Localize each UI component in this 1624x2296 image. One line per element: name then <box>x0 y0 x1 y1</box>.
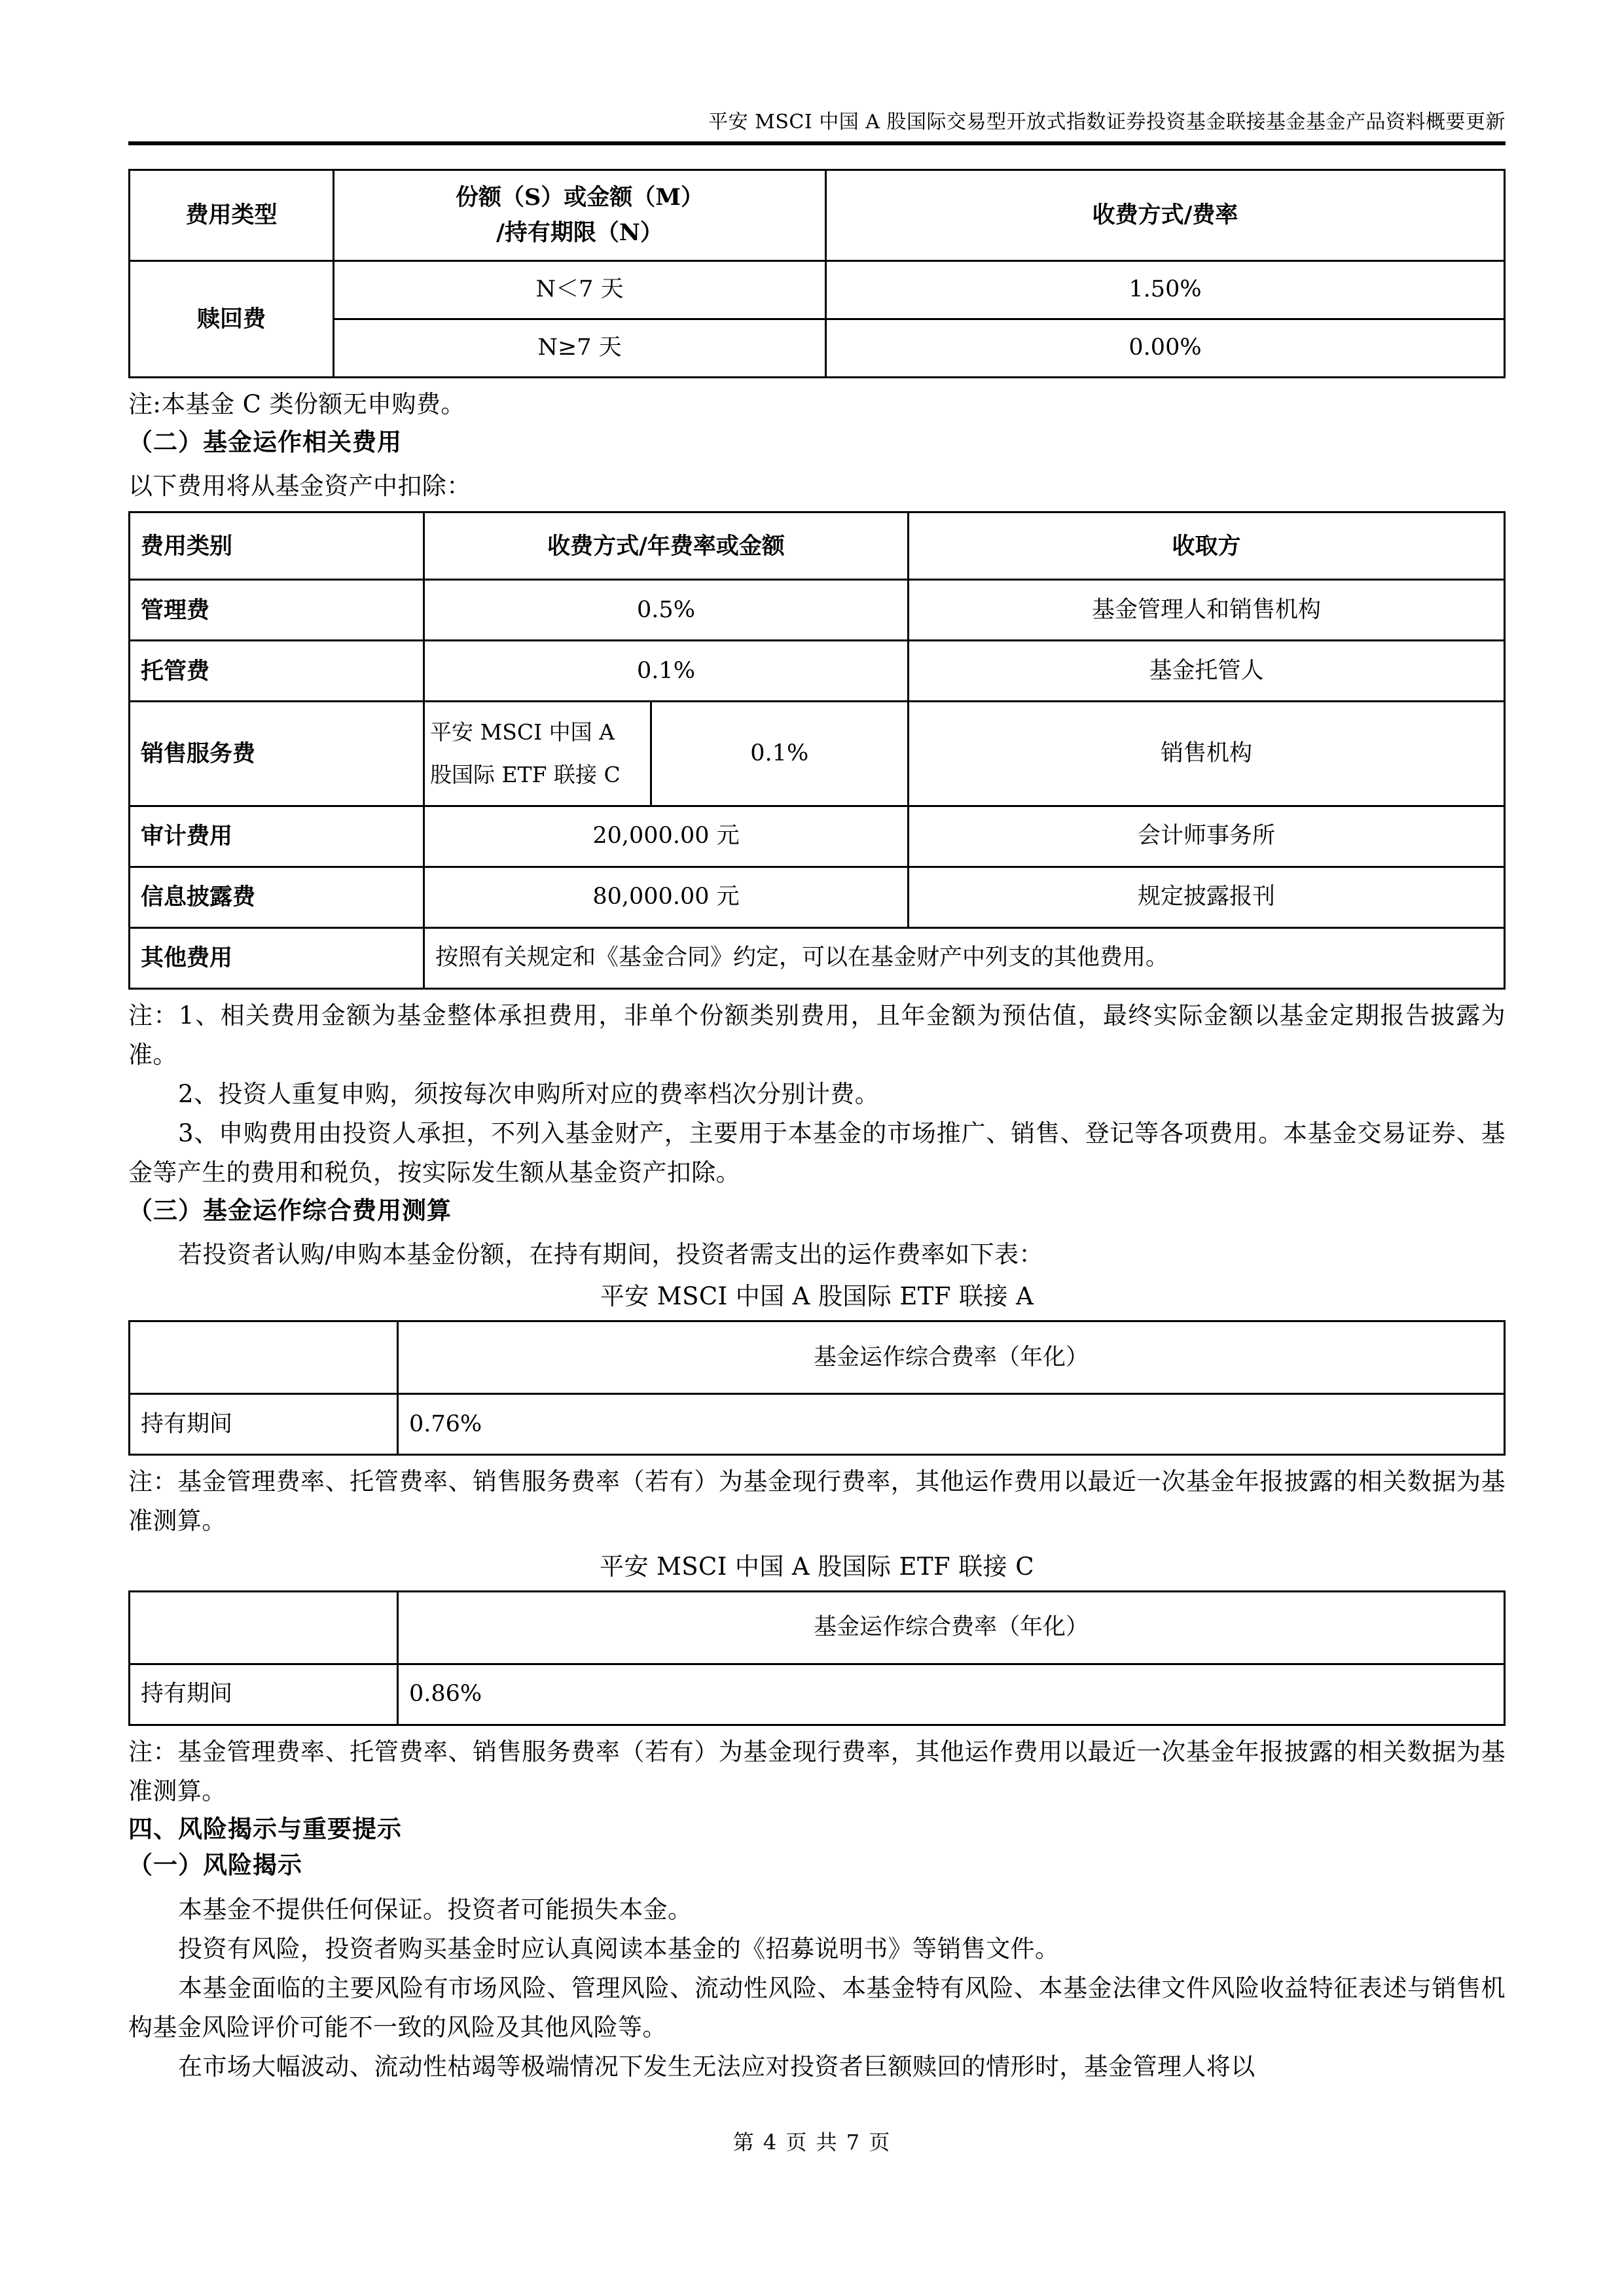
risk-paragraph-4: 在市场大幅波动、流动性枯竭等极端情况下发生无法应对投资者巨额赎回的情形时，基金管理人将以 <box>178 2052 1255 2081</box>
page-number: 第 4 页 共 7 页 <box>732 2130 892 2155</box>
comprehensive-fee-note-c: 注：基金管理费率、托管费率、销售服务费率（若有）为基金现行费率，其他运作费用以最近一次基金年报披露的相关数据为基准测算。 <box>128 1737 1506 1805</box>
comprehensive-table-caption-c: 平安 MSCI 中国 A 股国际 ETF 联接 C <box>600 1552 1034 1581</box>
comprehensive-table-caption-a: 平安 MSCI 中国 A 股国际 ETF 联接 A <box>600 1282 1034 1311</box>
table-row <box>130 261 1505 319</box>
operation-fee-table <box>128 511 1506 990</box>
redemption-fee-table <box>128 169 1506 379</box>
cell-fee-category: 托管费 <box>130 641 424 702</box>
header-payee: 收取方 <box>909 512 1505 580</box>
cell-holding-period-c: 持有期间 <box>130 1664 398 1725</box>
cell-rate: 0.00% <box>826 319 1505 378</box>
section-2-heading: （二）基金运作相关费用 <box>128 427 402 456</box>
note-no-subscription-fee: 注:本基金 C 类份额无申购费。 <box>128 390 465 418</box>
row-label-redemption-fee: 赎回费 <box>130 261 334 378</box>
cell-rate: 1.50% <box>826 261 1505 319</box>
cell-fee-category: 管理费 <box>130 580 424 641</box>
cell-fee-category: 审计费用 <box>130 806 424 867</box>
table-row <box>130 1394 1505 1455</box>
share-class-line-2: 股国际 ETF 联接 C <box>430 761 621 787</box>
header-share-or-amount <box>334 170 826 261</box>
table-header-row <box>130 512 1505 580</box>
cell-fee-category: 其他费用 <box>130 928 424 989</box>
section-2-intro: 以下费用将从基金资产中扣除： <box>128 472 471 501</box>
page-content <box>128 0 1506 2087</box>
cell-fee-amount: 0.5% <box>424 580 909 641</box>
cell-comprehensive-rate-value-c: 0.86% <box>398 1664 1505 1725</box>
operation-fee-note-1: 注：1、相关费用金额为基金整体承担费用，非单个份额类别费用，且年金额为预估值，最终实际金额以基金定期报告披露为准。 <box>128 1001 1506 1069</box>
page-footer <box>0 2126 1624 2156</box>
section-3-intro: 若投资者认购/申购本基金份额，在持有期间，投资者需支出的运作费率如下表： <box>178 1240 1043 1269</box>
header-comprehensive-rate-c: 基金运作综合费率（年化） <box>398 1591 1505 1664</box>
header-fee-method-or-amount: 收费方式/年费率或金额 <box>424 512 909 580</box>
cell-payee: 基金管理人和销售机构 <box>909 580 1505 641</box>
cell-sales-service-rate: 0.1% <box>750 740 809 767</box>
table-row <box>130 580 1505 641</box>
header-divider <box>128 141 1506 145</box>
header-title: 平安 MSCI 中国 A 股国际交易型开放式指数证券投资基金联接基金基金产品资料概要更新 <box>708 111 1506 134</box>
cell-condition: N＜7 天 <box>334 261 826 319</box>
header-fee-type: 费用类型 <box>130 170 334 261</box>
table-header-row <box>130 170 1505 261</box>
share-class-line-1: 平安 MSCI 中国 A <box>430 719 615 745</box>
operation-fee-note-2: 2、投资人重复申购，须按每次申购所对应的费率档次分别计费。 <box>178 1079 880 1108</box>
cell-holding-period-a: 持有期间 <box>130 1394 398 1455</box>
table-row <box>130 1664 1505 1725</box>
section-4-sub-heading: （一）风险揭示 <box>128 1850 302 1880</box>
operation-fee-note-3: 3、申购费用由投资人承担，不列入基金财产，主要用于本基金的市场推广、销售、登记等各项费用。本基金交易证券、基金等产生的费用和税负，按实际发生额从基金资产扣除。 <box>128 1119 1506 1187</box>
header-fee-method: 收费方式/费率 <box>826 170 1505 261</box>
comprehensive-fee-table-c <box>128 1590 1506 1726</box>
cell-fee-amount: 0.1% <box>424 641 909 702</box>
risk-paragraph-2: 投资有风险，投资者购买基金时应认真阅读本基金的《招募说明书》等销售文件。 <box>178 1934 1060 1963</box>
cell-fee-category: 销售服务费 <box>130 702 424 806</box>
cell-payee: 规定披露报刊 <box>909 867 1505 928</box>
header-empty-cell-c <box>130 1591 398 1664</box>
cell-comprehensive-rate-value-a: 0.76% <box>398 1394 1505 1455</box>
operation-fee-table-wrapper <box>128 511 1506 990</box>
table-row <box>130 867 1505 928</box>
table-row-other-fees <box>130 928 1505 989</box>
section-3-heading: （三）基金运作综合费用测算 <box>128 1195 452 1225</box>
redemption-fee-table-wrapper <box>128 169 1506 379</box>
table-row <box>130 806 1505 867</box>
comprehensive-fee-note-a: 注：基金管理费率、托管费率、销售服务费率（若有）为基金现行费率，其他运作费用以最近一次基金年报披露的相关数据为基准测算。 <box>128 1467 1506 1535</box>
page-header <box>128 0 1506 135</box>
cell-condition: N≥7 天 <box>334 319 826 378</box>
table-row <box>425 702 907 805</box>
table-row <box>130 641 1505 702</box>
cell-payee: 销售机构 <box>909 702 1505 806</box>
cell-fee-category: 信息披露费 <box>130 867 424 928</box>
cell-payee: 会计师事务所 <box>909 806 1505 867</box>
risk-paragraph-1: 本基金不提供任何保证。投资者可能损失本金。 <box>178 1895 693 1924</box>
header-share-line-1: 份额（S）或金额（M） <box>455 183 704 211</box>
section-4-heading: 四、风险揭示与重要提示 <box>128 1814 402 1843</box>
comprehensive-fee-table-a <box>128 1320 1506 1456</box>
table-row <box>130 319 1505 378</box>
header-share-line-2: /持有期限（N） <box>496 219 663 246</box>
header-fee-category: 费用类别 <box>130 512 424 580</box>
cell-other-fee-description: 按照有关规定和《基金合同》约定，可以在基金财产中列支的其他费用。 <box>424 928 1505 989</box>
header-empty-cell-a <box>130 1321 398 1394</box>
table-header-row <box>130 1591 1505 1664</box>
header-comprehensive-rate-a: 基金运作综合费率（年化） <box>398 1321 1505 1394</box>
cell-payee: 基金托管人 <box>909 641 1505 702</box>
table-header-row <box>130 1321 1505 1394</box>
sales-service-split-cell <box>425 702 907 805</box>
table-row-sales-service-fee <box>130 702 1505 806</box>
cell-share-class-and-rate <box>424 702 909 806</box>
cell-share-class-name <box>425 702 651 805</box>
cell-fee-amount: 20,000.00 元 <box>424 806 909 867</box>
risk-paragraph-3: 本基金面临的主要风险有市场风险、管理风险、流动性风险、本基金特有风险、本基金法律文件风险收益特征表述与销售机构基金风险评价可能不一致的风险及其他风险等。 <box>128 1973 1506 2041</box>
cell-fee-amount: 80,000.00 元 <box>424 867 909 928</box>
